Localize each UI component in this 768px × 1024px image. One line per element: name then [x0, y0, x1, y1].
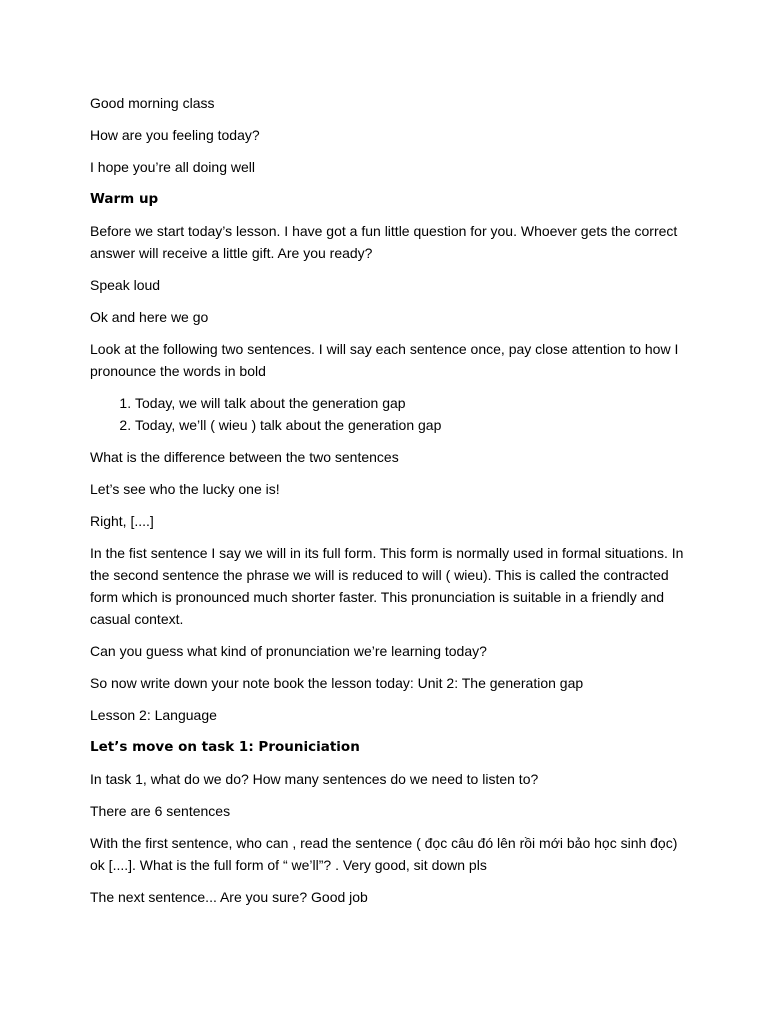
greeting-line: Good morning class	[90, 95, 215, 111]
start-line: Ok and here we go	[90, 309, 209, 325]
right-line: Right, [....]	[90, 513, 154, 529]
list-item: 2. Today, we’ll ( wieu ) talk about the generation gap	[135, 414, 690, 436]
sentence-list	[90, 392, 690, 436]
lesson-line: Lesson 2: Language	[90, 707, 217, 723]
next-sentence-line: The next sentence... Are you sure? Good job	[90, 889, 368, 905]
instruction-line: Speak loud	[90, 277, 161, 293]
guess-question: Can you guess what kind of pronunciation we’re learning today?	[90, 643, 487, 659]
document-body	[90, 92, 690, 918]
intro-paragraph: Before we start today’s lesson. I have got a fun little question for you. Whoever gets the correct answer will receive a little gift. Are you ready?	[90, 223, 678, 261]
difference-question: What is the difference between the two sentences	[90, 449, 399, 465]
question-line: How are you feeling today?	[90, 127, 260, 143]
warm-up-heading: Warm up	[90, 191, 159, 207]
notebook-line: So now write down your note book the lesson today: Unit 2: The generation gap	[90, 675, 584, 691]
wish-line: I hope you’re all doing well	[90, 159, 255, 175]
lucky-line: Let’s see who the lucky one is!	[90, 481, 280, 497]
task-question: In task 1, what do we do? How many sentences do we need to listen to?	[90, 771, 539, 787]
list-item: 1. Today, we will talk about the generation gap	[135, 392, 690, 414]
task-heading: Let’s move on task 1: Prouniciation	[90, 739, 360, 755]
look-paragraph: Look at the following two sentences. I will say each sentence once, pay close attention to how I pronounce the words in bold	[90, 341, 679, 379]
sentence-count-line: There are 6 sentences	[90, 803, 231, 819]
explanation-paragraph: In the fist sentence I say we will in its full form. This form is normally used in formal situations. In the second sentence the phrase we will is reduced to will ( wieu). This is called the contracted form which is pronounced much shorter faster. This pronunciation is suitable in a friendly and casual context.	[90, 545, 684, 627]
first-sentence-paragraph: With the first sentence, who can , read the sentence ( đọc câu đó lên rồi mới bảo học sinh đọc) ok [....]. What is the full form of “ we’ll”? . Very good, sit down pls	[90, 835, 678, 873]
